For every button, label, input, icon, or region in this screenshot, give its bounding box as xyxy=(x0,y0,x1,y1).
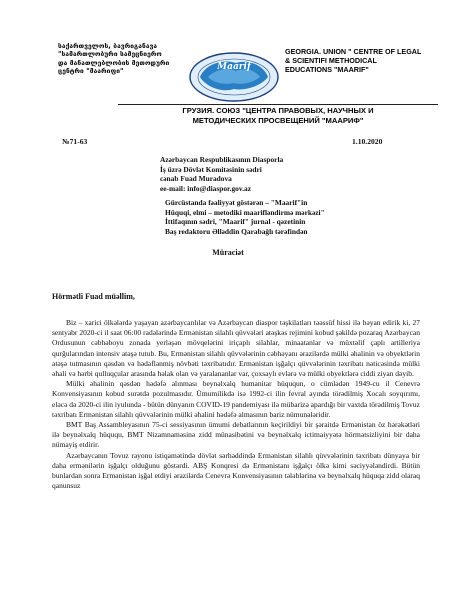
body-paragraph: Azərbaycanın Tovuz rayonu istiqamətində dövlət sərhəddində Ermənistan silahlı qüvvələrinin təxribatı dünyaya bir daha ermənilərin işğalçı olduğunu göstərdi. ABŞ Konqresi də Ermənistanı işğalçı ölkə kimi səciyyələndirdi. Bütün bunlardan sonra Ermənistan işğal etdiyi ərazilərdə Cenevrə Konvensiyasının tələblərinə və beynəlxalq hüquqa zidd olaraq qanunsuz xyxy=(52,450,420,491)
sender-block xyxy=(165,198,435,236)
recipient-block xyxy=(160,155,420,193)
recipient-line: İş üzrə Dövlət Komitəsinin sədri xyxy=(160,164,262,174)
body-paragraph: Biz – xarici ölkələrdə yaşayan azərbaycanlılar və Azərbaycan diaspor təşkilatları təəssüf hissi ilə bəyan edirik ki, 27 sentyabr 2020-ci il saat 06:00 radələrində Ermənistan silahlı qüvvələri atəşkəs rejimini kobud şəkildə pozaraq Azərbaycan Ordusunun cəbhəboyu zonada yerləşən mövqelərini iriçaplı silahlar, minaatanlar və müxtəlif çaplı artilleriya qurğularından intensiv atəşə tutub. Bu, Ermənistan silahlı qüvvələrinin cəbhəyanı ərazilərdə mülki əhalinin və obyektlərin atəşə tutmasının qəsdən və hədəflənmiş növbəti təxribatıdır. Ermənistan işğalçı qüvvələrinin təxribatı nəticəsində mülki əhali və hərbi qulluqçular arasında həlak olan və yaralananlar var, çoxsaylı evlərə və mülki obyektlərə ciddi ziyan dəyib. xyxy=(52,318,420,379)
reference-number: №71-63 xyxy=(62,137,88,146)
recipient-line: Azərbaycan Respublikasının Diasporla xyxy=(160,155,284,164)
recipient-line: cənab Fuad Muradova xyxy=(160,174,232,184)
letterhead-georgian-text xyxy=(58,42,178,76)
sender-line: Baş redaktoru Əlləddin Qarabağlı tərəfindən xyxy=(165,226,308,236)
letterhead-bottom-line: МЕТОДИЧЕСКИХ ПРОСВЕЩЕНИЙ "МААРИФ" xyxy=(192,116,364,125)
sender-line: İttifaqının sədri, "Maarif" jurnal - qəzetinin xyxy=(165,217,306,227)
letterhead-bottom-line: ГРУЗИЯ. СОЮЗ "ЦЕНТРА ПРАВОВЫХ, НАУЧНЫХ И xyxy=(182,106,374,115)
body-paragraph: BMT Baş Assambleyasının 75-ci sessiyasının ümumi debatlarının keçirildiyi bir şəraitdə Ermənistan öz hərəkətləri ilə beynəlxalq hüququ, BMT Nizamnaməsinə zidd münasibətini və beynəlxalq ictimaiyyətə hörmətsizliyini bir daha nümayiş etdirir. xyxy=(52,420,420,450)
letterhead-rule xyxy=(118,104,438,105)
letterhead-left-line: საქართველოს, ბავრიგანავა xyxy=(58,42,158,50)
reference-date: 1.10.2020 xyxy=(352,137,383,146)
letterhead-right-line: & SCIENTIFI METHODICAL xyxy=(285,56,377,66)
letterhead-right-line: EDUCATIONS "MAARIF" xyxy=(285,65,369,75)
letterhead-russian-text xyxy=(118,106,438,126)
letterhead-left-line: და მანათლებლობის მეთოდური xyxy=(58,58,170,67)
letterhead-right-line: GEORGIA. UNION " CENTRE OF LEGAL xyxy=(285,47,422,56)
logo-text: Maarif xyxy=(217,62,251,72)
salutation: Hörmətli Fuad müəllim, xyxy=(52,292,135,301)
body-paragraph: Mülki əhalinin qəsdən hədəfə alınması beynəlxalq humanitar hüququn, o cümlədən 1949-cu il Cenevrə Konvensiyasının kobud surətdə pozulmasıdır. Ümumilikdə isə 1992-ci ilin fevral ayında törədilmiş Xocalı soyqırımı, eləcə də 2020-ci ilin iyulunda - bütün dünyanın COVID-19 pandemiyası ilə mübarizə apardığı bir vaxtda törədilmiş Tovuz təxribatı Ermənistan silahlı qüvvələrinin mülki əhalini hədəfə almasının bariz nümunələridir. xyxy=(52,379,420,419)
document-title: Müraciət xyxy=(212,248,244,257)
letter-body xyxy=(52,318,420,491)
letterhead xyxy=(0,0,456,125)
sender-line: Hüquqi, elmi – metodiki maarifləndirmə mərkəzi" xyxy=(165,207,325,217)
sender-line: Gürcüstanda fəaliyyət göstərən – "Maarif"in xyxy=(165,198,308,207)
letterhead-english-text xyxy=(285,47,435,75)
recipient-email: ee-mail: info@diaspor.gov.az xyxy=(160,183,251,193)
maarif-logo xyxy=(186,47,282,107)
letterhead-left-line: ცენტრი "მაარიფი" xyxy=(58,67,124,76)
letterhead-left-line: "სამართლობური სამეცნიერო xyxy=(58,50,162,59)
